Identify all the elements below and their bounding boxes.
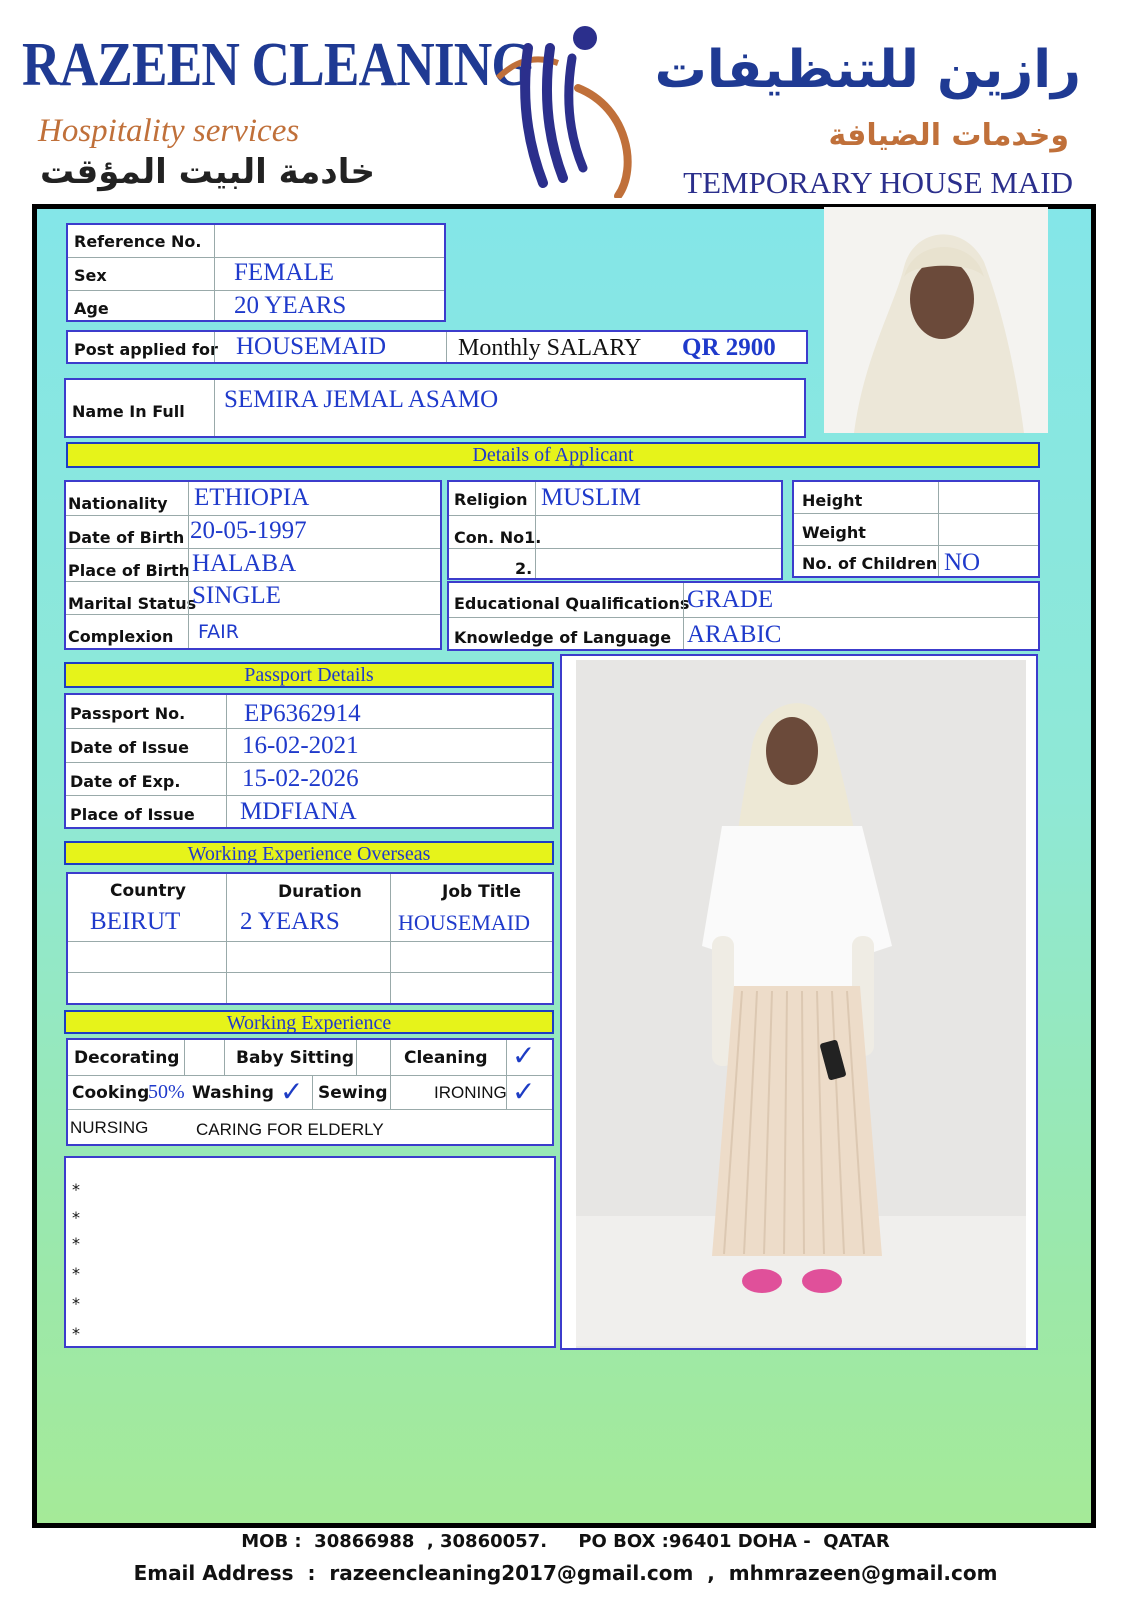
basic-info-table [66,223,446,322]
contact-phone-line: MOB : 30866988 , 30860057. PO BOX :96401 DOHA - QATAR [241,1531,890,1552]
note-bullet: * [72,1324,80,1343]
education-table [447,581,1040,651]
cleaning-check-icon: ✓ [512,1039,536,1072]
religion-value: MUSLIM [541,484,642,511]
col-job-header: Job Title [442,882,521,902]
applicant-portrait-photo [824,207,1048,433]
overseas-job: HOUSEMAID [398,910,530,935]
nationality-value: ETHIOPIA [194,484,310,511]
company-tagline: Hospitality services [38,113,300,149]
age-label: Age [74,299,109,318]
salary-label: Monthly SALARY [458,335,642,361]
children-label: No. of Children [802,554,938,573]
age-value: 20 YEARS [234,292,347,319]
pob-label: Place of Birth [68,561,191,580]
reference-label: Reference No. [74,232,202,251]
washing-label: Washing [192,1083,274,1103]
nationality-label: Nationality [68,494,168,513]
company-tagline-arabic: وخدمات الضيافة [828,118,1069,153]
arabic-subtitle-left: خادمة البيت المؤقت [40,152,376,192]
elderly-care-label: CARING FOR ELDERLY [196,1120,384,1139]
contact-1-label: Con. No1. [454,528,542,547]
contact-2-label: 2. [515,559,533,578]
note-bullet: * [72,1294,80,1313]
dob-value: 20-05-1997 [190,517,307,544]
issue-date-value: 16-02-2021 [242,732,359,759]
table-row [68,973,552,1004]
post-row [66,330,808,364]
height-label: Height [802,491,863,510]
company-logo-icon [488,18,638,198]
sex-label: Sex [74,266,107,285]
physical-table [792,480,1040,578]
issue-place-label: Place of Issue [70,805,195,824]
marital-value: SINGLE [192,582,281,609]
ironing-check-icon: ✓ [512,1075,536,1108]
issue-date-label: Date of Issue [70,738,189,757]
overseas-table [66,872,554,1005]
note-bullet: * [72,1234,80,1253]
language-value: ARABIC [687,621,782,648]
col-country-header: Country [110,881,186,901]
baby-sitting-label: Baby Sitting [236,1048,355,1068]
religion-label: Religion [454,490,528,509]
complexion-value: FAIR [198,621,239,643]
full-body-illustration-icon [562,656,1036,1348]
post-label: Post applied for [74,340,218,359]
personal-details-table [64,480,442,650]
name-value: SEMIRA JEMAL ASAMO [224,386,499,413]
applicant-full-photo [560,654,1038,1350]
nursing-label: NURSING [70,1118,149,1137]
cooking-value: 50% [148,1081,185,1103]
education-value: GRADE [687,586,774,613]
religion-table [447,480,783,580]
note-bullet: * [72,1208,80,1227]
complexion-label: Complexion [68,627,174,646]
language-label: Knowledge of Language [454,628,672,647]
passport-table [64,693,554,829]
sex-value: FEMALE [234,259,334,286]
notes-box [64,1156,556,1348]
document-subtitle: TEMPORARY HOUSE MAID [683,165,1073,200]
pob-value: HALABA [192,550,297,577]
overseas-country: BEIRUT [90,908,181,935]
details-heading: Details of Applicant [66,442,1040,468]
table-row [68,908,552,942]
expiry-date-value: 15-02-2026 [242,765,359,792]
sewing-label: Sewing [318,1083,388,1103]
note-bullet: * [72,1264,80,1283]
name-label: Name In Full [72,402,185,421]
issue-place-value: MDFIANA [240,798,357,825]
washing-check-icon: ✓ [280,1075,304,1108]
overseas-duration: 2 YEARS [240,908,340,935]
portrait-illustration-icon [824,207,1048,433]
contact-email-line: Email Address : razeencleaning2017@gmail.com , mhmrazeen@gmail.com [133,1561,998,1585]
education-label: Educational Qualifications [454,594,690,613]
ironing-label: IRONING [434,1083,507,1102]
passport-no-label: Passport No. [70,704,186,723]
expiry-date-label: Date of Exp. [70,772,181,791]
company-name: RAZEEN CLEANING [22,31,533,99]
salary-value: QR 2900 [682,334,776,361]
decorating-label: Decorating [74,1048,180,1068]
passport-no-value: EP6362914 [244,700,361,727]
post-value: HOUSEMAID [236,333,386,360]
dob-label: Date of Birth [68,528,185,547]
cleaning-label: Cleaning [404,1048,488,1068]
marital-label: Marital Status [68,594,197,613]
table-row [68,942,552,973]
experience-heading: Working Experience [64,1010,554,1034]
passport-heading: Passport Details [64,662,554,688]
col-duration-header: Duration [278,882,362,902]
cooking-label: Cooking [72,1083,150,1103]
overseas-heading: Working Experience Overseas [64,841,554,865]
experience-table [66,1038,554,1146]
name-row [64,378,806,438]
note-bullet: * [72,1180,80,1199]
company-name-arabic: رازين للتنظيفات [654,40,1081,100]
children-value: NO [944,549,981,576]
weight-label: Weight [802,523,866,542]
